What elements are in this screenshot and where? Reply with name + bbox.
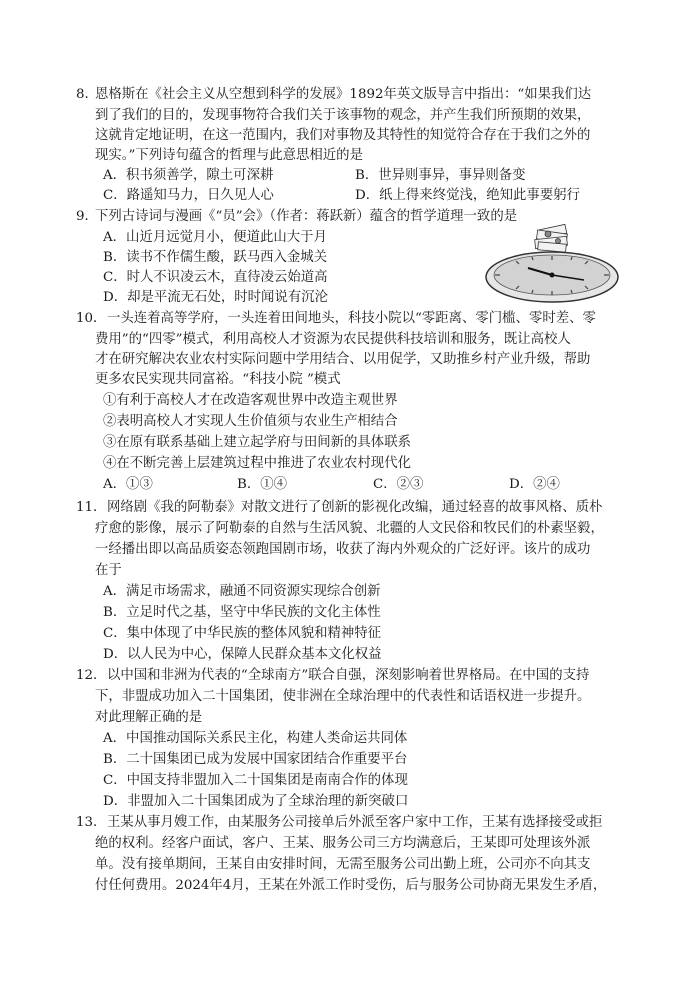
option-c: C．集中体现了中华民族的整体风貌和精神特征 — [103, 626, 382, 641]
question-number: 11． — [76, 500, 107, 515]
question-stem-line: 绝的权利。经客户面试，客户、王某、服务公司三方均满意后，王某即可处理该外派 — [95, 836, 591, 851]
statement-2: ②表明高校人才实现人生价值须与农业生产相结合 — [103, 414, 398, 429]
option-c: C．②③ — [373, 477, 424, 492]
option-d: D．却是平流无石处，时时闻说有沉沦 — [103, 290, 328, 305]
question-number: 12． — [76, 668, 107, 683]
statement-3: ③在原有联系基础上建立起学府与田间新的具体联系 — [103, 435, 411, 450]
question-stem-line: 费用”的“四零”模式，利用高校人才资源为农民提供科技培训和服务，既让高校人 — [95, 332, 571, 347]
statement-4: ④在不断完善上层建筑过程中推进了农业农村现代化 — [103, 456, 411, 471]
paper-stack-icon — [535, 224, 568, 252]
option-d: D．②④ — [509, 477, 560, 492]
option-a: A．①③ — [103, 477, 153, 492]
question-number: 9． — [76, 209, 98, 224]
question-number: 10． — [76, 311, 107, 326]
question-stem-line: 这就肯定地证明，在这一范围内，我们对事物及其特性的知觉符合存在于我们之外的 — [95, 128, 591, 143]
question-stem-line: 一经播出即以高品质姿态领跑国剧市场，收获了海内外观众的广泛好评。该片的成功 — [95, 542, 591, 557]
option-d: D．以人民为中心，保障人民群众基本文化权益 — [103, 647, 382, 662]
option-a: A．满足市场需求，融通不同资源实现综合创新 — [103, 584, 381, 599]
option-d: D．纸上得来终觉浅，绝知此事要躬行 — [355, 188, 580, 203]
question-stem-line: 下列古诗词与漫画《“员”会》（作者：蒋跃新）蕴含的哲学道理一致的是 — [95, 209, 518, 224]
option-a: A．积书须善学，隙土可深耕 — [103, 168, 274, 183]
question-stem-line: 对此理解正确的是 — [95, 710, 203, 725]
question-stem-line: 才在研究解决农业农村实际问题中学用结合、以用促学，又助推乡村产业升级，帮助 — [95, 352, 591, 367]
question-stem-line: 以中国和非洲为代表的“全球南方”联合自强，深刻影响着世界格局。在中国的支持 — [107, 668, 590, 683]
question-stem-line: 更多农民实现共同富裕。“科技小院 ”模式 — [95, 372, 341, 387]
option-d: D．非盟加入二十国集团成为了全球治理的新突破口 — [103, 794, 409, 809]
option-c: C．中国支持非盟加入二十国集团是南南合作的体现 — [103, 773, 408, 788]
cartoon-clock-illustration — [480, 222, 620, 304]
option-c: C．时人不识凌云木，直待凌云始道高 — [103, 270, 328, 285]
option-a: A．山近月远觉月小，便道此山大于月 — [103, 230, 327, 245]
question-stem-line: 现实。”下列诗句蕴含的哲理与此意思相近的是 — [95, 148, 363, 163]
question-stem-line: 网络剧《我的阿勒泰》对散文进行了创新的影视化改编，通过轻喜的故事风格、质朴 — [107, 500, 603, 515]
question-number: 13． — [76, 815, 107, 830]
question-stem-line: 付任何费用。2024年4月，王某在外派工作时受伤，后与服务公司协商无果发生矛盾， — [95, 878, 607, 893]
option-b: B．立足时代之基，坚守中华民族的文化主体性 — [103, 605, 381, 620]
option-b: B．①④ — [237, 477, 288, 492]
question-stem-line: 王某从事月嫂工作，由某服务公司接单后外派至客户家中工作，王某有选择接受或拒 — [107, 815, 603, 830]
question-number: 8． — [76, 87, 98, 102]
question-stem-line: 单。没有接单期间，王某自由安排时间，无需至服务公司出勤上班，公司亦不向其支 — [95, 857, 591, 872]
statement-1: ①有利于高校人才在改造客观世界中改造主观世界 — [103, 393, 398, 408]
option-c: C．路遥知马力，日久见人心 — [103, 188, 274, 203]
clock-icon — [486, 252, 618, 302]
question-stem-line: 到了我们的目的，发现事物符合我们关于该事物的观念，并产生我们所预期的效果， — [95, 108, 591, 123]
question-stem-line: 一头连着高等学府，一头连着田间地头，科技小院以“零距离、零门槛、零时差、零 — [107, 311, 596, 326]
question-stem-line: 下，非盟成功加入二十国集团，使非洲在全球治理中的代表性和话语权进一步提升。 — [95, 689, 591, 704]
question-stem-line: 恩格斯在《社会主义从空想到科学的发展》1892年英文版导言中指出：“如果我们达 — [95, 87, 592, 102]
option-b: B．二十国集团已成为发展中国家团结合作重要平台 — [103, 752, 408, 767]
option-b: B．读书不作儒生酸，跃马西入金城关 — [103, 250, 328, 265]
question-stem-line: 在于 — [95, 563, 122, 578]
option-b: B．世异则事异，事异则备变 — [355, 168, 526, 183]
option-a: A．中国推动国际关系民主化，构建人类命运共同体 — [103, 731, 408, 746]
question-stem-line: 疗愈的影像，展示了阿勒泰的自然与生活风貌、北疆的人文民俗和牧民们的朴素坚毅， — [95, 521, 604, 536]
